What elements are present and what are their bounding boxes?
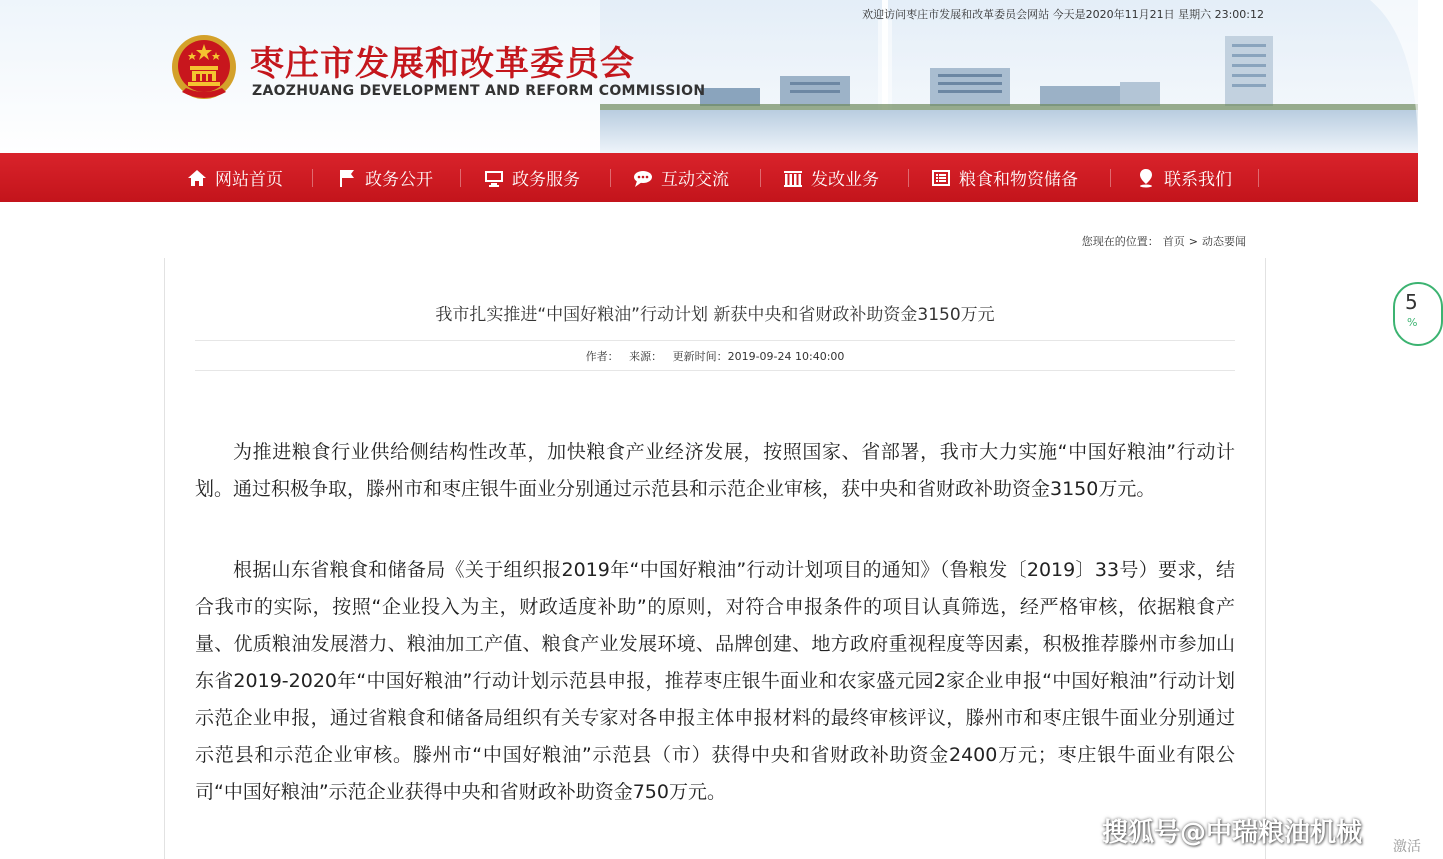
nav-item-services[interactable] <box>484 153 580 202</box>
breadcrumb <box>1080 233 1248 249</box>
nav-label: 政务公开 <box>365 170 433 190</box>
flag-icon <box>337 168 357 188</box>
list-icon <box>931 168 951 188</box>
nav-divider <box>1110 169 1111 187</box>
nav-divider <box>460 169 461 187</box>
site-title: 枣庄市发展和改革委员会 <box>250 44 635 84</box>
divider <box>195 340 1235 341</box>
nav-label: 粮食和物资储备 <box>959 170 1078 190</box>
divider <box>195 370 1235 371</box>
sohu-watermark: 搜狐号@中瑞粮油机械 <box>1102 818 1363 848</box>
welcome-text: 欢迎访问枣庄市发展和改革委员会网站 今天是2020年11月21日 星期六 23:00:12 <box>862 8 1264 21</box>
nav-label: 互动交流 <box>661 170 729 190</box>
national-emblem-icon <box>170 32 238 102</box>
nav-divider <box>610 169 611 187</box>
breadcrumb-separator: > <box>1188 235 1198 248</box>
home-icon <box>187 168 207 188</box>
nav-divider <box>312 169 313 187</box>
article-paragraph: 根据山东省粮食和储备局《关于组织报2019年“中国好粮油”行动计划项目的通知》（鲁粮发〔2019〕33号）要求，结合我市的实际，按照“企业投入为主，财政适度补助”的原则，对符合申报条件的项目认真筛选，经严格审核，依据粮食产量、优质粮油发展潜力、粮油加工产值、粮食产业发展环境、品牌创建、地方政府重视程度等因素，积极推荐滕州市参加山东省2019-2020年“中国好粮油”行动计划示范县申报，推荐枣庄银牛面业和农家盛元园2家企业申报“中国好粮油”行动计划示范企业申报，通过省粮食和储备局组织有关专家对各申报主体申报材料的最终审核评议，滕州市和枣庄银牛面业分别通过示范县和示范企业审核。滕州市“中国好粮油”示范县（市）获得中央和省财政补助资金2400万元；枣庄银牛面业有限公司“中国好粮油”示范企业获得中央和省财政补助资金750万元。 <box>195 559 1235 803</box>
nav-label: 联系我们 <box>1164 170 1232 190</box>
nav-label: 发改业务 <box>811 170 879 190</box>
nav-item-contact[interactable] <box>1136 153 1232 202</box>
article-container <box>164 258 1266 859</box>
monitor-icon <box>484 168 504 188</box>
nav-divider <box>1258 169 1259 187</box>
nav-item-reform-business[interactable] <box>783 153 879 202</box>
site-header <box>0 0 1418 153</box>
city-skyline-banner <box>600 0 1418 153</box>
article-meta: 作者： 来源： 更新时间：2019-09-24 10:40:00 <box>585 350 845 363</box>
breadcrumb-home-link[interactable]: 首页 <box>1162 235 1185 248</box>
columns-icon <box>783 168 803 188</box>
widget-percent: % <box>1407 316 1418 329</box>
nav-item-grain-reserve[interactable] <box>931 153 1078 202</box>
article-title: 我市扎实推进“中国好粮油”行动计划 新获中央和省财政补助资金3150万元 <box>435 305 995 325</box>
chat-icon <box>633 168 653 188</box>
nav-divider <box>760 169 761 187</box>
breadcrumb-prefix: 您现在的位置： <box>1081 235 1159 248</box>
article-paragraph: 为推进粮食行业供给侧结构性改革，加快粮食产业经济发展，按照国家、省部署，我市大力实施“中国好粮油”行动计划。通过积极争取，滕州市和枣庄银牛面业分别通过示范县和示范企业审核，获中央和省财政补助资金3150万元。 <box>195 441 1235 500</box>
breadcrumb-current-link[interactable]: 动态要闻 <box>1202 235 1246 248</box>
location-icon <box>1136 168 1156 188</box>
activate-windows-text: 激活 <box>1393 839 1421 855</box>
main-nav <box>0 153 1418 202</box>
nav-item-open-affairs[interactable] <box>337 153 433 202</box>
nav-item-home[interactable] <box>187 153 283 202</box>
nav-item-interaction[interactable] <box>633 153 729 202</box>
nav-label: 网站首页 <box>215 170 283 190</box>
nav-label: 政务服务 <box>512 170 580 190</box>
site-subtitle: ZAOZHUANG DEVELOPMENT AND REFORM COMMISSION <box>252 83 706 99</box>
widget-number: 5 <box>1405 290 1418 314</box>
speed-ball-widget[interactable] <box>1393 282 1443 346</box>
nav-divider <box>908 169 909 187</box>
